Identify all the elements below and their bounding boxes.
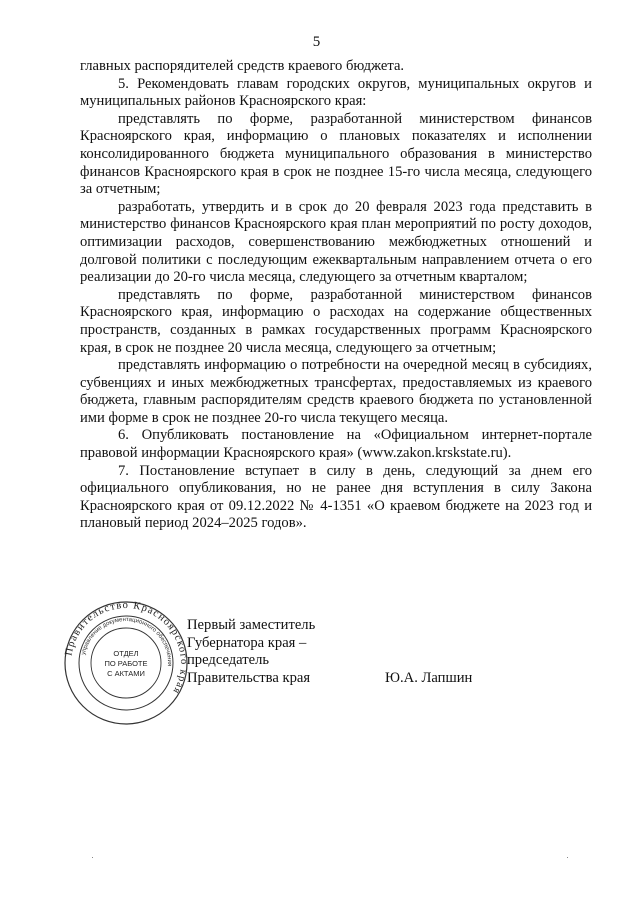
paragraph: главных распорядителей средств краевого бюджета. <box>80 58 405 74</box>
scan-speck <box>567 857 568 858</box>
paragraph: 6. Опубликовать постановление на «Официальном интернет-портале правовой информации Красноярского края» (www.zakon.krskstate.ru). <box>80 427 592 462</box>
seal-center-line: ПО РАБОТЕ <box>104 659 148 668</box>
paragraph: представлять по форме, разработанной министерством финансов Красноярского края, информацию о плановых показателях и исполнении консолидированного бюджета муниципального образования в министерство финансов Красноярского края в срок не позднее 15-го числа месяца, следующего за отчетным; <box>80 110 592 198</box>
paragraph: представлять информацию о потребности на очередной месяц в субсидиях, субвенциях и иных межбюджетных трансфертах, предоставляемых из краевого бюджета, главным распорядителям средств краевого бюджета по установленной ими форме в срок не позднее 20-го числа текущего месяца. <box>80 357 592 426</box>
signatory-title-line: Первый заместитель <box>187 617 316 633</box>
signatory-name: Ю.А. Лапшин <box>385 670 473 686</box>
seal-center-line: ОТДЕЛ <box>113 649 139 658</box>
paragraph: 5. Рекомендовать главам городских округов, муниципальных округов и муниципальных районов Красноярского края: <box>80 75 592 110</box>
paragraph: представлять по форме, разработанной министерством финансов Красноярского края, информацию о расходах на содержание общественных пространств, созданных в рамках государственных программ Красноярского края, в срок не позднее 20 числа месяца, следующего за отчетным; <box>80 286 592 356</box>
scan-speck <box>92 857 93 858</box>
seal-inner-text: управление документационного обеспечения <box>80 616 173 667</box>
paragraph: разработать, утвердить и в срок до 20 февраля 2023 года представить в министерство финансов Красноярского края план мероприятий по росту доходов, оптимизации расходов, совершенствованию межбюджетных отношений и долговой политики с последующим ежеквартальным направлением отчета о его реализации до 20-го числа месяца, следующего за отчетным кварталом; <box>80 198 592 286</box>
signatory-title-line: Правительства края <box>187 669 311 686</box>
page-number: 5 <box>312 34 321 50</box>
signatory-title-line: председатель <box>187 652 270 669</box>
document-body <box>80 58 592 533</box>
seal-center-line: С АКТАМИ <box>107 669 145 678</box>
official-seal <box>63 600 189 726</box>
signatory-title-line: Губернатора края – <box>187 634 307 651</box>
seal-outer-text: Правительство Красноярского края <box>63 600 189 697</box>
signatory-title <box>187 617 315 687</box>
paragraph: 7. Постановление вступает в силу в день, следующий за днем его официального опубликования, но не ранее дня вступления в силу Закона Красноярского края от 09.12.2022 № 4-1351 «О краевом бюджете на 2023 год и плановый период 2024–2025 годов». <box>80 462 592 532</box>
